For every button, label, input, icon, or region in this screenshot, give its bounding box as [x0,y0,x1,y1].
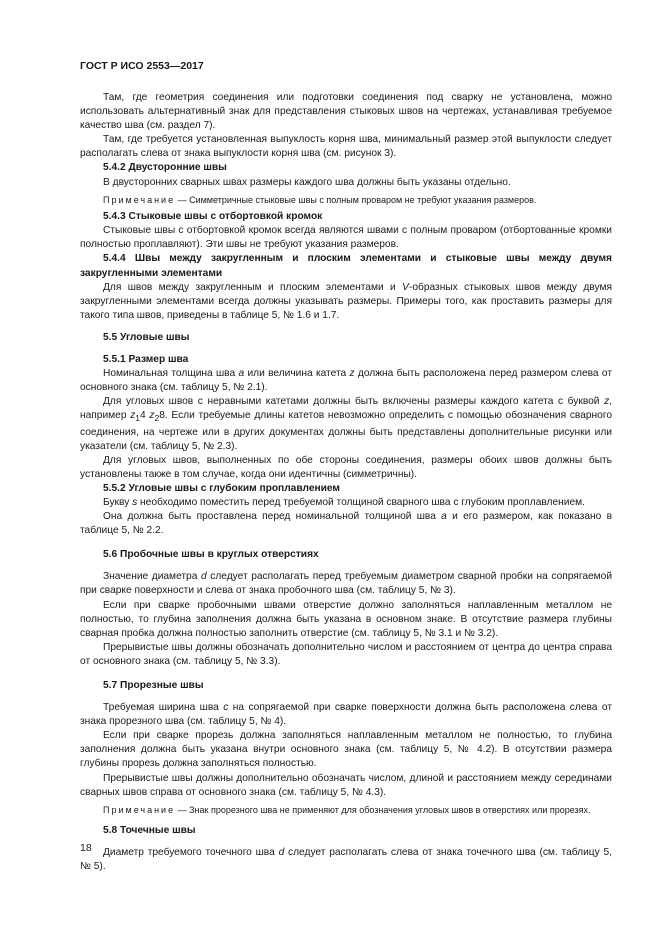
paragraph: Стыковые швы с отбортовкой кромок всегда являются швами с полным проваром (отбортованные кромки полностью проплавляют). Эти швы не требуют указания размеров. [80,225,612,251]
paragraph: Прерывистые швы должны обозначать дополнительно числом и расстоянием от центра до центра справа от основного знака (см. таблицу 5, № 3.3). [80,641,612,667]
section-heading-5-7: 5.7 Прорезные швы [103,680,204,691]
paragraph: Если при сварке прорезь должна заполняться наплавленным металлом не полностью, то глубина заполнения должна быть указана внутри основного знака (см. таблицу 5, № 4.2). В отсутствии размера глубины прорезь должна заполняться полностью. [80,730,612,770]
section-heading-5-8: 5.8 Точечные швы [103,825,196,837]
note-text: — Знак прорезного шва не применяют для обозначения угловых швов в отверстиях или прорезях. [175,804,591,815]
paragraph: Она должна быть проставлена перед номинальной толщиной шва a и его размером, как показано в таблице 5, № 2.2. [80,511,612,537]
paragraph: Там, где геометрия соединения или подготовки соединения под сварку не установлена, можно использовать альтернативный знак для представления стыковых швов на чертежах, устанавливая требуемое качество шва (см. раздел 7). [80,92,612,132]
paragraph: Номинальная толщина шва a или величина катета z должна быть расположена перед размером слева от основного знака (см. таблицу 5, № 2.1). [80,368,613,394]
paragraph: В двусторонних сварных швах размеры каждого шва должны быть указаны отдельно. [103,176,511,188]
note-label: Примечание [103,194,176,205]
paragraph: Значение диаметра d следует располагать перед требуемым диаметром сварной пробки на сопрягаемой при сварке поверхности и слева от знака пробочного шва (см. таблицу 5, № 3). [80,571,613,597]
paragraph: Для угловых швов, выполненных по обе стороны соединения, размеры обоих швов должны быть установлены также в том случае, когда они идентичны (симметричны). [80,454,612,480]
section-heading-5-4-4: 5.4.4 Швы между закругленным и плоским элементами и стыковые швы между двумя закругленными элементами [80,253,612,279]
page-number: 18 [80,842,92,854]
paragraph: Там, где требуется установленная выпуклость корня шва, минимальный размер этой выпуклости следует располагать слева от знака выпуклости корня шва (см. рисунок 3). [80,134,612,160]
document-body [80,91,612,875]
note-label: Примечание [103,804,176,815]
note-text: — Симметричные стыковые швы с полным проваром не требуют указания размеров. [175,194,537,205]
paragraph: Диаметр требуемого точечного шва d следует располагать слева от знака точечного шва (см. таблицу 5, № 5). [80,847,612,873]
paragraph: Требуемая ширина шва c на сопрягаемой при сварке поверхности должна быть расположена слева от знака прорезного шва (см. таблицу 5, № 4). [80,702,612,728]
section-heading-5-4-2: 5.4.2 Двусторонние швы [103,162,227,174]
paragraph: Для угловых швов с неравными катетами должны быть включены размеры каждого катета с буквой z, например $z_14$ $z_28$. Если требуемые длины катетов невозможно определить с помощью обозначения сварного соединения, на чертеже или в других документах должны быть представлены дополнительные рисунки или указатели (см. таблицу 5, № 2.3). [80,396,612,452]
document-header: ГОСТ Р ИСО 2553—2017 [80,60,204,72]
paragraph: Для швов между закругленным и плоским элементами и V-образных стыковых швов между двумя закругленными элементами всегда должны указывать размеры. Примеры того, как проставить размеры для такого типа швов, приведены в таблице 5, № 1.6 и 1.7. [80,281,612,321]
paragraph: Букву s необходимо поместить перед требуемой толщиной сварного шва с глубоким проплавлением. [103,496,585,508]
paragraph: Если при сварке пробочными швами отверстие должно заполняться наплавленным металлом не полностью, то глубина заполнения должна быть указана в основном знаке. В отсутствие размера глубины сварная пробка должна полностью заполнить отверстие (см. таблицу 5, № 3.1 и № 3.2). [80,599,612,639]
note [80,194,612,207]
paragraph: Прерывистые швы должны дополнительно обозначать числом, длиной и расстоянием между серединами сварных швов справа от основного знака (см. таблицу 5, № 4.3). [80,772,612,798]
note [80,804,612,817]
section-heading-5-5-2: 5.5.2 Угловые швы с глубоким проплавлением [103,482,340,494]
section-heading-5-6: 5.6 Пробочные швы в круглых отверстиях [103,549,319,561]
section-heading-5-4-3: 5.4.3 Стыковые швы с отбортовкой кромок [103,211,323,223]
section-heading-5-5-1: 5.5.1 Размер шва [103,354,189,365]
section-heading-5-5: 5.5 Угловые швы [103,331,190,343]
